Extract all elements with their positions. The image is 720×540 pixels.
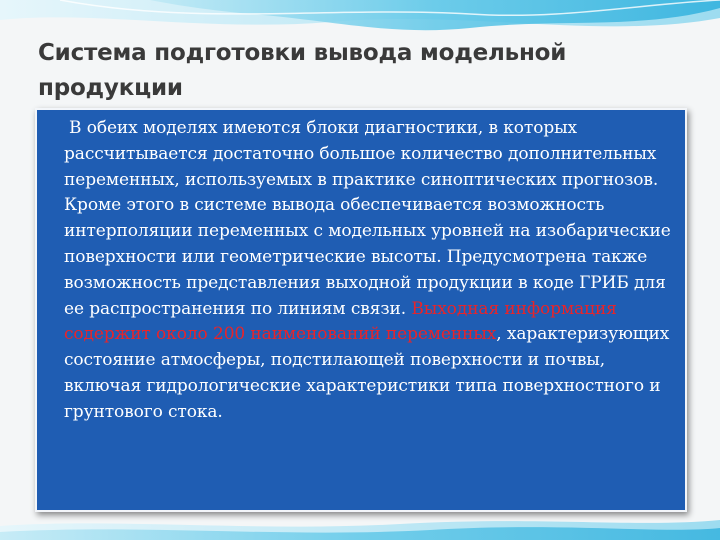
content-box xyxy=(35,108,687,512)
slide-title: Система подготовки вывода модельной продукции xyxy=(38,40,567,101)
body-text-part2: , характеризующих состояние атмосферы, подстилающей поверхности и почвы, включая гидрологические характеристики типа поверхностного и грунтового стока. xyxy=(64,324,670,422)
body-text xyxy=(64,116,684,426)
body-text-highlight: Выходная информация содержит около 200 наименований переменных xyxy=(64,298,617,345)
body-text-part1: В обеих моделях имеются блоки диагностики, в которых рассчитывается достаточно большое количество дополнительных переменных, используемых в практике синоптических прогнозов. Кроме этого в системе вывода обеспечивается возможность интерполяции переменных с модельных уровней на изобарические поверхности или геометрические высоты. Предусмотрена также возможность представления выходной продукции в коде ГРИБ для ее распространения по линиям связи. xyxy=(64,118,671,319)
